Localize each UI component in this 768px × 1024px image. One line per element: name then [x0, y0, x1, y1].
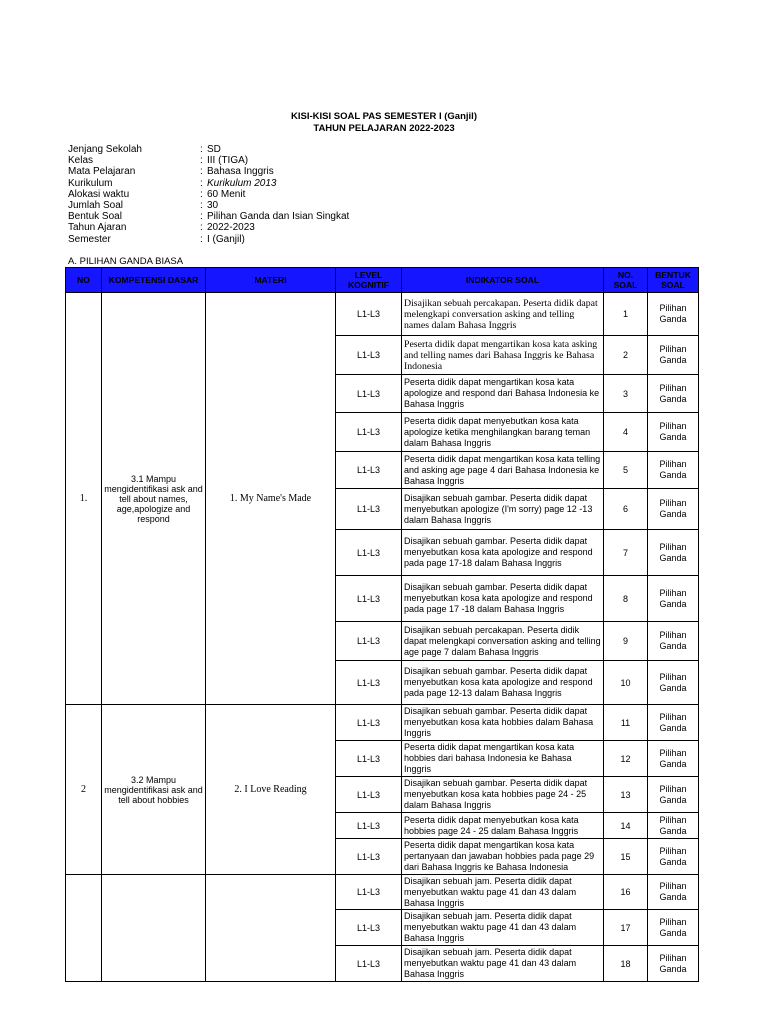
bentuk-soal: Pilihan Ganda [648, 705, 699, 741]
level-kognitif: L1-L3 [336, 576, 402, 622]
indikator-soal: Disajikan sebuah jam. Peserta didik dapat menyebutkan waktu page 41 dan 43 dalam Bahasa Inggris [402, 875, 604, 910]
no-soal: 18 [604, 946, 648, 982]
info-separator: : [200, 166, 203, 178]
materi [206, 875, 336, 982]
level-kognitif: L1-L3 [336, 910, 402, 946]
bentuk-soal: Pilihan Ganda [648, 741, 699, 777]
info-label: Kelas [68, 155, 94, 167]
bentuk-soal: Pilihan Ganda [648, 839, 699, 875]
info-separator: : [200, 211, 203, 223]
bentuk-soal: Pilihan Ganda [648, 375, 699, 413]
no-soal: 12 [604, 741, 648, 777]
info-value: III (TIGA) [207, 155, 249, 167]
level-kognitif: L1-L3 [336, 413, 402, 452]
info-label: Mata Pelajaran [68, 166, 136, 178]
info-value: 30 [207, 199, 219, 211]
indikator-soal: Peserta didik dapat menyebutkan kosa kata apologize ketika menghilangkan barang teman dalam Bahasa Inggris [402, 413, 604, 452]
materi: 1. My Name's Made [206, 293, 336, 705]
table-row [66, 293, 699, 336]
level-kognitif: L1-L3 [336, 946, 402, 982]
no-soal: 6 [604, 489, 648, 530]
bentuk-soal: Pilihan Ganda [648, 777, 699, 813]
info-separator: : [200, 233, 203, 245]
info-value: 2022-2023 [207, 222, 255, 234]
no-soal: 2 [604, 336, 648, 375]
info-label: Semester [68, 233, 111, 245]
header-materi: MATERI [206, 268, 336, 293]
no-soal: 10 [604, 661, 648, 705]
bentuk-soal: Pilihan Ganda [648, 813, 699, 839]
level-kognitif: L1-L3 [336, 661, 402, 705]
no-soal: 9 [604, 622, 648, 661]
info-value: Pilihan Ganda dan Isian Singkat [207, 211, 350, 223]
level-kognitif: L1-L3 [336, 839, 402, 875]
info-value: Bahasa Inggris [207, 166, 274, 178]
indikator-soal: Disajikan sebuah percakapan. Peserta didik dapat melengkapi conversation asking and telling age page 7 dalam Bahasa Inggris [402, 622, 604, 661]
table-row [66, 875, 699, 910]
bentuk-soal: Pilihan Ganda [648, 946, 699, 982]
level-kognitif: L1-L3 [336, 530, 402, 576]
info-label: Bentuk Soal [68, 211, 122, 223]
group-number [66, 875, 102, 982]
level-kognitif: L1-L3 [336, 875, 402, 910]
info-separator: : [200, 222, 203, 234]
indikator-soal: Disajikan sebuah gambar. Peserta didik dapat menyebutkan kosa kata apologize and respond pada page 12-13 dalam Bahasa Inggris [402, 661, 604, 705]
bentuk-soal: Pilihan Ganda [648, 452, 699, 489]
no-soal: 5 [604, 452, 648, 489]
indikator-soal: Disajikan sebuah gambar. Peserta didik dapat menyebutkan kosa kata apologize and respond pada page 17 -18 dalam Bahasa Inggris [402, 576, 604, 622]
no-soal: 8 [604, 576, 648, 622]
info-label: Kurikulum [68, 177, 113, 189]
no-soal: 3 [604, 375, 648, 413]
info-label: Tahun Ajaran [68, 222, 127, 234]
indikator-soal: Disajikan sebuah jam. Peserta didik dapat menyebutkan waktu page 41 dan 43 dalam Bahasa Inggris [402, 946, 604, 982]
level-kognitif: L1-L3 [336, 622, 402, 661]
header-no-soal: NO. SOAL [604, 268, 648, 293]
no-soal: 1 [604, 293, 648, 336]
bentuk-soal: Pilihan Ganda [648, 622, 699, 661]
level-kognitif: L1-L3 [336, 293, 402, 336]
level-kognitif: L1-L3 [336, 489, 402, 530]
indikator-soal: Disajikan sebuah gambar. Peserta didik dapat menyebutkan apologize (I'm sorry) page 12 -13 dalam Bahasa Inggris [402, 489, 604, 530]
section-heading: A. PILIHAN GANDA BIASA [68, 256, 184, 267]
info-value: Kurikulum 2013 [207, 177, 277, 189]
info-separator: : [200, 177, 203, 189]
level-kognitif: L1-L3 [336, 705, 402, 741]
level-kognitif: L1-L3 [336, 452, 402, 489]
bentuk-soal: Pilihan Ganda [648, 576, 699, 622]
bentuk-soal: Pilihan Ganda [648, 530, 699, 576]
kompetensi-dasar: 3.1 Mampu mengidentifikasi ask and tell about names, age,apologize and respond [102, 293, 206, 705]
kisi-kisi-table [65, 267, 699, 982]
materi: 2. I Love Reading [206, 705, 336, 875]
kompetensi-dasar [102, 875, 206, 982]
kompetensi-dasar: 3.2 Mampu mengidentifikasi ask and tell about hobbies [102, 705, 206, 875]
indikator-soal: Peserta didik dapat menyebutkan kosa kata hobbies page 24 - 25 dalam Bahasa Inggris [402, 813, 604, 839]
indikator-soal: Disajikan sebuah gambar. Peserta didik dapat menyebutkan kosa kata hobbies dalam Bahasa Inggris [402, 705, 604, 741]
info-separator: : [200, 199, 203, 211]
bentuk-soal: Pilihan Ganda [648, 875, 699, 910]
header-bentuk-soal: BENTUK SOAL [648, 268, 699, 293]
no-soal: 7 [604, 530, 648, 576]
indikator-soal: Peserta didik dapat mengartikan kosa kata apologize and respond dari Bahasa Indonesia ke Bahasa Inggris [402, 375, 604, 413]
indikator-soal: Peserta didik dapat mengartikan kosa kata hobbies dari bahasa Indonesia ke Bahasa Inggris [402, 741, 604, 777]
no-soal: 17 [604, 910, 648, 946]
header-kompetensi-dasar: KOMPETENSI DASAR [102, 268, 206, 293]
group-number: 1. [66, 293, 102, 705]
indikator-soal: Peserta didik dapat mengartikan kosa kata pertanyaan dan jawaban hobbies pada page 29 dari Bahasa Inggris ke Bahasa Indonesia [402, 839, 604, 875]
indikator-soal: Peserta didik dapat mengartikan kosa kata telling and asking age page 4 dari Bahasa Indonesia ke Bahasa Inggris [402, 452, 604, 489]
no-soal: 13 [604, 777, 648, 813]
bentuk-soal: Pilihan Ganda [648, 910, 699, 946]
header-no: NO [66, 268, 102, 293]
document-subtitle: TAHUN PELAJARAN 2022-2023 [313, 123, 455, 134]
indikator-soal: Disajikan sebuah gambar. Peserta didik dapat menyebutkan kosa kata apologize and respond pada page 17-18 dalam Bahasa Inggris [402, 530, 604, 576]
bentuk-soal: Pilihan Ganda [648, 293, 699, 336]
level-kognitif: L1-L3 [336, 336, 402, 375]
bentuk-soal: Pilihan Ganda [648, 336, 699, 375]
no-soal: 14 [604, 813, 648, 839]
bentuk-soal: Pilihan Ganda [648, 661, 699, 705]
header-level-kognitif: LEVEL KOGNITIF [336, 268, 402, 293]
no-soal: 16 [604, 875, 648, 910]
table-header-row [66, 268, 699, 293]
info-separator: : [200, 155, 203, 167]
group-number: 2 [66, 705, 102, 875]
header-indikator-soal: INDIKATOR SOAL [402, 268, 604, 293]
document-title: KISI-KISI SOAL PAS SEMESTER I (Ganjil) [291, 111, 477, 122]
info-label: Jumlah Soal [68, 199, 124, 211]
indikator-soal: Disajikan sebuah gambar. Peserta didik dapat menyebutkan kosa kata hobbies page 24 - 25 dalam Bahasa Inggris [402, 777, 604, 813]
no-soal: 11 [604, 705, 648, 741]
info-label: Jenjang Sekolah [68, 144, 142, 155]
indikator-soal: Disajikan sebuah jam. Peserta didik dapat menyebutkan waktu page 41 dan 43 dalam Bahasa Inggris [402, 910, 604, 946]
no-soal: 15 [604, 839, 648, 875]
info-value: SD [207, 144, 221, 155]
info-separator: : [200, 188, 203, 200]
level-kognitif: L1-L3 [336, 375, 402, 413]
bentuk-soal: Pilihan Ganda [648, 413, 699, 452]
indikator-soal: Disajikan sebuah percakapan. Peserta didik dapat melengkapi conversation asking and telling names dalam Bahasa Inggris [402, 293, 604, 336]
table-row [66, 705, 699, 741]
info-value: 60 Menit [207, 188, 246, 200]
no-soal: 4 [604, 413, 648, 452]
level-kognitif: L1-L3 [336, 813, 402, 839]
indikator-soal: Peserta didik dapat mengartikan kosa kata asking and telling names dari Bahasa Inggris ke Bahasa Indonesia [402, 336, 604, 375]
info-separator: : [200, 144, 203, 155]
level-kognitif: L1-L3 [336, 741, 402, 777]
info-value: I (Ganjil) [207, 233, 245, 245]
level-kognitif: L1-L3 [336, 777, 402, 813]
bentuk-soal: Pilihan Ganda [648, 489, 699, 530]
info-label: Alokasi waktu [68, 188, 130, 200]
